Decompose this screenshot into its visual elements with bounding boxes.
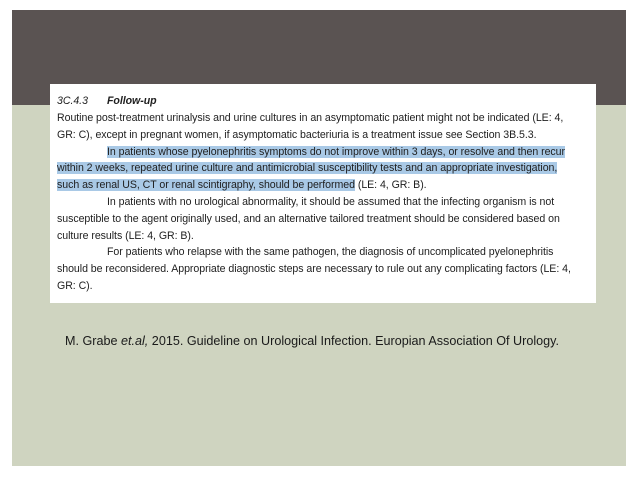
excerpt-line-7 — [57, 211, 586, 228]
excerpt-line-8 — [57, 228, 586, 245]
line-text: should be reconsidered. Appropriate diagnostic steps are necessary to rule out any complicating factors (LE: 4, — [57, 263, 571, 276]
citation-etal: et.al, — [121, 334, 149, 348]
excerpt-line-5 — [57, 177, 586, 194]
section-number: 3C.4.3 — [57, 95, 88, 107]
excerpt-line-10 — [57, 261, 586, 278]
line-text: In patients with no urological abnormality, it should be assumed that the infecting organism is not — [107, 195, 555, 208]
excerpt-line-3 — [57, 144, 586, 161]
line-text: (LE: 4, GR: B). — [354, 179, 427, 192]
citation-source: 2015. Guideline on Urological Infection. Europian Association Of Urology. — [148, 334, 560, 348]
excerpt-line-11 — [57, 278, 586, 295]
section-heading — [57, 93, 586, 110]
line-text: GR: C). — [57, 279, 93, 292]
excerpt-line-1 — [57, 110, 586, 127]
highlighted-text: such as renal US, CT or renal scintigraphy, should be performed — [57, 179, 355, 192]
line-text: Routine post-treatment urinalysis and urine cultures in an asymptomatic patient might not be indicated (LE: 4, — [57, 112, 564, 124]
excerpt-line-4 — [57, 160, 586, 177]
excerpt-line-9 — [57, 244, 586, 261]
excerpt-line-2 — [57, 127, 586, 144]
section-title: Follow-up — [107, 95, 157, 107]
line-text: GR: C), except in pregnant women, if asymptomatic bacteriuria is a treatment issue see Section 3B.5.3. — [57, 128, 537, 141]
citation-author: M. Grabe — [65, 334, 121, 348]
guideline-excerpt — [50, 84, 596, 303]
line-text: susceptible to the agent originally used, and an alternative tailored treatment should be considered based on — [57, 212, 560, 225]
excerpt-line-6 — [57, 194, 586, 211]
line-text: For patients who relapse with the same pathogen, the diagnosis of uncomplicated pyelonephritis — [107, 246, 554, 259]
highlighted-text: within 2 weeks, repeated urine culture and antimicrobial susceptibility tests and an appropriate investigation, — [57, 162, 558, 175]
citation-text — [65, 333, 565, 350]
line-text: culture results (LE: 4, GR: B). — [57, 229, 194, 242]
highlighted-text: In patients whose pyelonephritis symptoms do not improve within 3 days, or resolve and then recur — [107, 145, 565, 158]
